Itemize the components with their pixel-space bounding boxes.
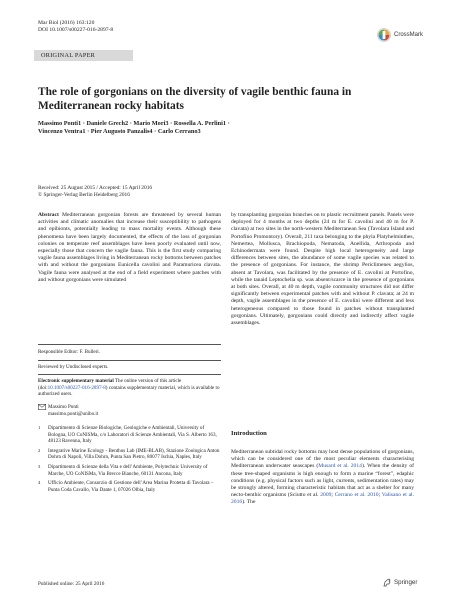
published-online: Published online: 25 April 2016 <box>38 581 105 587</box>
esm-label: Electronic supplementary material <box>38 378 114 384</box>
publication-dates <box>38 185 288 199</box>
intro-text: ). The <box>242 499 256 506</box>
article-type-badge: ORIGINAL PAPER <box>34 50 133 61</box>
affiliation-item <box>38 448 221 461</box>
affiliation-number: 1 <box>38 425 41 430</box>
review-note: Reviewed by Undisclosed experts. <box>38 364 109 370</box>
divider <box>38 344 221 345</box>
affiliation-item <box>38 480 221 493</box>
intro-text: ; <box>331 492 335 499</box>
citation-link[interactable]: 2009 <box>320 492 332 499</box>
author-list <box>38 120 398 136</box>
paper-title: The role of gorgonians on the diversity of vagile benthic fauna in Mediterranean rocky habitats <box>38 86 352 112</box>
received-accepted: Received: 25 August 2015 / Accepted: 15 April 2016 <box>38 185 153 191</box>
section-heading-introduction: Introduction <box>231 430 267 437</box>
copyright-line: © Springer-Verlag Berlin Heidelberg 2016 <box>38 192 130 198</box>
contact-name: Massimo Ponti <box>48 404 79 410</box>
esm-text-before: The online version of this article (doi: <box>38 378 182 391</box>
affiliation-number: 2 <box>38 447 41 453</box>
citation-link[interactable]: Cerrano et al. 2010 <box>334 492 379 499</box>
affiliation-item <box>38 464 221 477</box>
contact-email[interactable]: massimo.ponti@unibo.it <box>48 410 99 417</box>
affiliation-text: Integrative Marine Ecology - Benthos Lab (IME-BLAB), Stazione Zoologica Anton Dohrn di Napoli, Villa Dohrn, Punta San Pietro, 80077 Ischia, Naples, Italy <box>48 447 220 461</box>
affiliation-number: 3 <box>38 463 41 469</box>
authors-line: Massimo Ponti1 · Daniele Grech2 · Mario Mori3 · Rossella A. Perlini1 · <box>38 120 230 127</box>
abstract <box>38 212 221 284</box>
introduction-text <box>231 449 414 507</box>
esm-text-after: ) contains supplementary material, which is available to authorized users. <box>38 384 220 398</box>
intro-text: ). When the density of these tree-shaped organisms is high enough to form a marine “forest”, edaphic conditions (e.g. physical factors such as light, currents, sedimentation rates) may be strongly altered, forming characteristic habitats that act as a shelter for many necto-benthic organisms (Sciutto et al. <box>231 463 414 499</box>
crossmark-badge[interactable] <box>377 28 423 42</box>
affiliation-text: Ufficio Ambiente, Consorzio di Gestione dell’Area Marina Protetta di Tavolara – Punta Coda Cavallo, Via Dante 1, 07026 Olbia, Italy <box>48 480 214 493</box>
affiliation-text: Dipartimento di Scienze della Vita e dell’Ambiente, Polytechnic University of Marche, UO CoNISMa, Via Brecce Bianche, 60131 Ancona, Italy <box>48 463 208 477</box>
abstract-label: Abstract <box>38 212 59 218</box>
contact-block <box>38 404 221 417</box>
divider <box>38 360 221 361</box>
authors-line: Vincenzo Ventra1 · Pier Augusto Panzalis4 · Carlo Cerrano3 <box>38 128 201 136</box>
intro-text: ; <box>378 492 382 499</box>
divider <box>38 374 221 375</box>
affiliation-text: Dipartimento di Scienze Biologiche, Geologiche e Ambientali, University of Bologna, UO CoNISMa, c/o Laboratori di Scienze Ambientali, Via S. Alberto 163, 48123 Ravenna, Italy <box>48 425 217 445</box>
affiliation-number: 4 <box>38 480 41 486</box>
publisher-logo <box>383 578 417 587</box>
crossmark-label: CrossMark <box>394 32 424 38</box>
journal-citation <box>38 20 113 34</box>
doi-line: DOI 10.1007/s00227-016-2897-8 <box>38 27 114 33</box>
envelope-icon <box>38 404 48 417</box>
crossmark-icon <box>377 28 391 42</box>
publisher-name: Springer <box>394 579 418 586</box>
esm-doi-link[interactable]: 10.1007/s00227-016-2897-8 <box>47 384 106 391</box>
esm-note <box>38 378 221 398</box>
springer-horse-icon <box>383 578 392 587</box>
journal-line: Mar Biol (2016) 163:120 <box>38 20 95 26</box>
affiliation-item <box>38 425 221 445</box>
citation-link[interactable]: Valisano et al. 2016 <box>231 492 415 506</box>
intro-text: Mediterranean subtidal rocky bottoms may host dense populations of gorgonians, which can be considered one of the most peculiar elements characterising Mediterranean underwater seascapes ( <box>231 449 414 470</box>
editor-note: Responsible Editor: F. Bulleri. <box>38 349 100 355</box>
affiliations <box>38 425 221 493</box>
abstract-continued: by transplanting gorgonian branches on to plastic recruitment panels. Panels were deployed for 4 months at two depths (24 m for E. cavolini and 40 m for P. clavata) at two sites in the north-western Mediterranean Sea (Tavolara Island and Portofino Promontory). Overall, 211 taxa belonging to the phyla Platyhelminthes, Nemertea, Mollusca, Brachiopoda, Nematoda, Anellida, Arthropoda and Echinodermata were found. Despite high local heterogeneity and large differences between sites, the abundance of some vagile species was related to the presence of gorgonians. For instance, the shrimp Periclimenes aegylios, absent at Tavolara, was facilitated by the presence of E. cavolini at Portofino, while the tanaid Leptochelia sp. was absent/scarce in the presence of gorgonians at both sites. Overall, at 40 m depth, vagile community structures did not differ significantly between experimental patches with and without P. clavata; at 24 m depth, vagile assemblages in the presence of E. cavolini were different and less heterogeneous compared to those found in patches without transplanted gorgonians. Ultimately, gorgonians could directly and indirectly affect vagile assemblages. <box>231 212 414 327</box>
citation-link[interactable]: Musard et al. 2014 <box>318 463 362 470</box>
abstract-text: Mediterranean gorgonian forests are threatened by several human activities and climatic anomalies that increase their susceptibility to pathogens and epibionts, potentially leading to mass mortality events. Although these phenomena have been largely documented, the effects of the loss of gorgonian colonies on temperate reef assemblages have been poorly evaluated until now, especially those that concern the vagile fauna. This is the first study comparing vagile fauna assemblages living in Mediterranean rocky bottoms between patches with and without the gorgonians Eunicella cavolini and Paramuricea clavata. Vagile fauna were analysed at the end of a field experiment where patches with and without gorgonians were simulated <box>38 212 221 283</box>
